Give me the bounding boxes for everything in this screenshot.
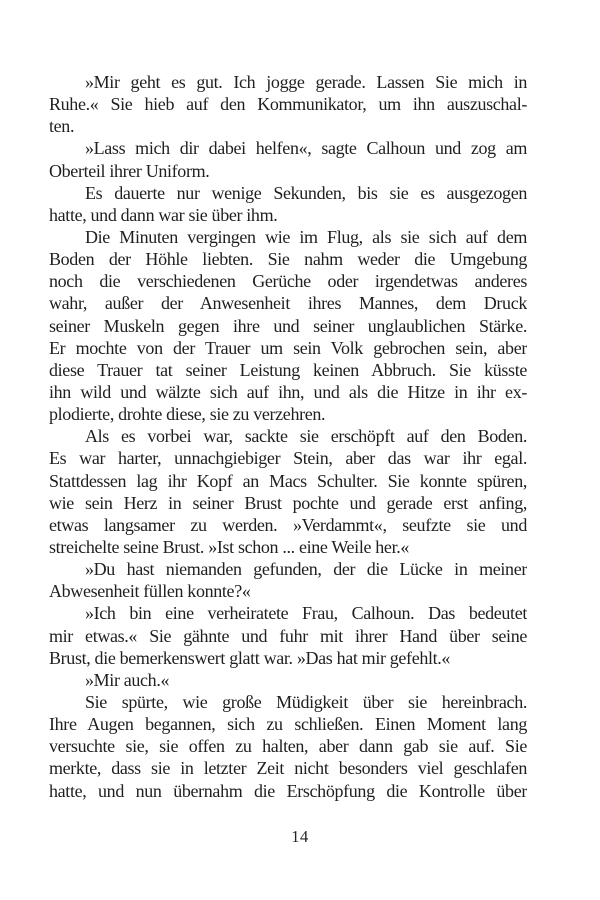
paragraph	[49, 425, 527, 558]
text-line: Es dauerte nur wenige Sekunden, bis sie es ausgezogen	[85, 182, 527, 203]
text-line: seiner Muskeln gegen ihre und seiner unglaublichen Stärke.	[49, 315, 527, 336]
text-line: plodierte, drohte diese, sie zu verzehren.	[49, 404, 326, 425]
text-line: Abwesenheit füllen konnte?«	[49, 581, 251, 602]
text-line: hatte, und nun übernahm die Erschöpfung die Kontrolle über	[49, 780, 527, 801]
paragraph	[49, 602, 527, 668]
text-line: Die Minuten vergingen wie im Flug, als sie sich auf dem	[85, 226, 527, 247]
text-line: etwas langsamer zu werden. »Verdammt«, seufzte sie und	[49, 514, 527, 535]
text-line: wahr, außer der Anwesenheit ihres Mannes, dem Druck	[49, 293, 527, 314]
text-line: ten.	[49, 116, 75, 137]
page-number: 14	[291, 827, 309, 846]
text-line: Boden der Höhle liebten. Sie nahm weder die Umgebung	[49, 249, 527, 270]
text-line: hatte, und dann war sie über ihm.	[49, 204, 278, 225]
text-line: streichelte seine Brust. »Ist schon ... eine Weile her.«	[49, 536, 410, 557]
text-line: »Mir geht es gut. Ich jogge gerade. Lassen Sie mich in	[85, 72, 527, 92]
paragraph	[49, 669, 527, 691]
paragraph	[49, 182, 527, 226]
text-line: mir etwas.« Sie gähnte und fuhr mit ihrer Hand über seine	[49, 625, 527, 646]
text-line: »Lass mich dir dabei helfen«, sagte Calhoun und zog am	[85, 138, 527, 159]
text-line: Es war harter, unnachgiebiger Stein, aber das war ihr egal.	[49, 448, 527, 469]
paragraph	[49, 71, 527, 137]
text-line: diese Trauer tat seiner Leistung keinen Abbruch. Sie küsste	[49, 359, 527, 380]
text-line: »Ich bin eine verheiratete Frau, Calhoun. Das bedeutet	[85, 603, 527, 624]
text-line: Ruhe.« Sie hieb auf den Kommunikator, um ihn auszuschal-	[49, 94, 527, 115]
text-line: Als es vorbei war, sackte sie erschöpft auf den Boden.	[85, 426, 527, 447]
paragraph	[49, 226, 527, 425]
text-line: Ihre Augen begannen, sich zu schließen. Einen Moment lang	[49, 714, 527, 735]
paragraph	[49, 137, 527, 181]
text-line: Stattdessen lag ihr Kopf an Macs Schulter. Sie konnte spüren,	[49, 470, 527, 491]
text-line: Sie spürte, wie große Müdigkeit über sie hereinbrach.	[85, 691, 527, 712]
text-line: noch die verschiedenen Gerüche oder irgendetwas anderes	[49, 271, 527, 292]
text-line: »Mir auch.«	[85, 669, 170, 690]
text-line: Oberteil ihrer Uniform.	[49, 160, 210, 181]
text-block	[49, 71, 527, 802]
text-line: wie sein Herz in seiner Brust pochte und gerade erst anfing,	[49, 492, 527, 513]
text-line: Brust, die bemerkenswert glatt war. »Das hat mir gefehlt.«	[49, 647, 451, 668]
text-line: versuchte sie, sie offen zu halten, aber dann gab sie auf. Sie	[49, 736, 527, 757]
text-line: »Du hast niemanden gefunden, der die Lücke in meiner	[85, 559, 527, 580]
text-line: Er mochte von der Trauer um sein Volk gebrochen sein, aber	[49, 337, 527, 358]
paragraph	[49, 691, 527, 802]
text-line: merkte, dass sie in letzter Zeit nicht besonders viel geschlafen	[49, 758, 527, 779]
text-line: ihn wild und wälzte sich auf ihn, und als die Hitze in ihr ex-	[49, 381, 527, 402]
paragraph	[49, 558, 527, 602]
